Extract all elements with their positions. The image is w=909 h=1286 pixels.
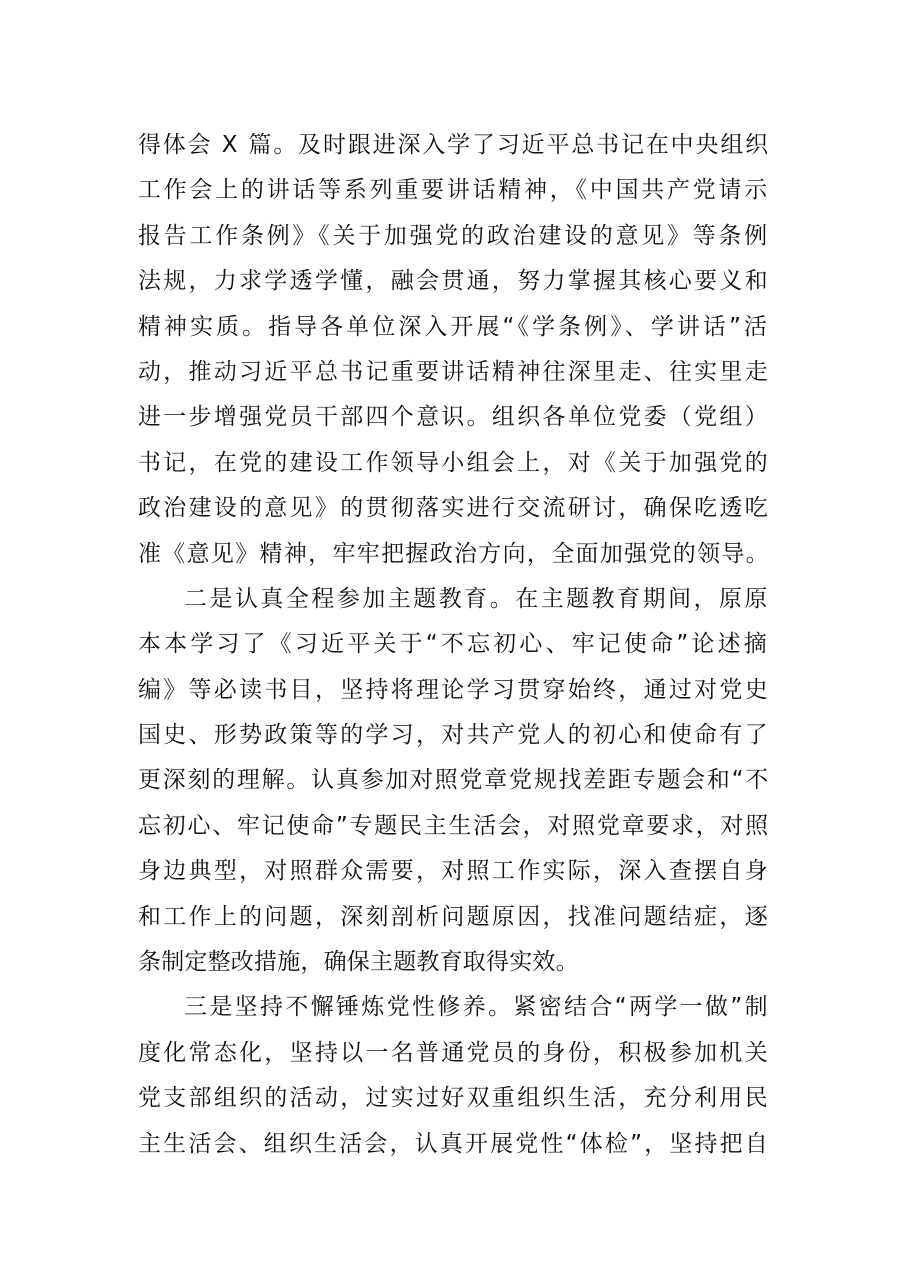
- text-line: 书记，在党的建设工作领导小组会上，对《关于加强党的: [138, 449, 770, 476]
- text-line: 得体会 X 篇。及时跟进深入学了习近平总书记在中央组织: [138, 132, 770, 158]
- body-text: [138, 123, 778, 1167]
- text-line: 主生活会、组织生活会，认真开展党性“体检”，坚持把自: [138, 1130, 770, 1157]
- text-line: 本本学习了《习近平关于“不忘初心、牢记使命”论述摘: [138, 631, 770, 658]
- text-line: 法规，力求学透学懂，融会贯通，努力掌握其核心要义和: [138, 268, 770, 295]
- text-line: 工作会上的讲话等系列重要讲话精神，《中国共产党请示: [138, 177, 770, 204]
- text-line: 动，推动习近平总书记重要讲话精神往深里走、往实里走: [138, 358, 770, 385]
- text-line: 准《意见》精神，牢牢把握政治方向，全面加强党的领导。: [138, 540, 770, 567]
- text-line: 度化常态化，坚持以一名普通党员的身份，积极参加机关: [138, 1039, 770, 1066]
- text-line: 二是认真全程参加主题教育。在主题教育期间，原原: [184, 585, 770, 612]
- text-line: 和工作上的问题，深刻剖析问题原因，找准问题结症，逐: [138, 903, 770, 930]
- text-line: 报告工作条例》《关于加强党的政治建设的意见》等条例: [138, 222, 770, 249]
- text-line: 更深刻的理解。认真参加对照党章党规找差距专题会和“不: [138, 767, 770, 794]
- text-line: 党支部组织的活动，过实过好双重组织生活，充分利用民: [138, 1085, 770, 1112]
- text-line: 忘初心、牢记使命”专题民主生活会，对照党章要求，对照: [138, 812, 770, 839]
- text-line: 进一步增强党员干部四个意识。组织各单位党委（党组）: [138, 404, 770, 431]
- text-line: 国史、形势政策等的学习，对共产党人的初心和使命有了: [138, 722, 770, 749]
- text-line: 三是坚持不懈锤炼党性修养。紧密结合“两学一做”制: [184, 994, 770, 1021]
- text-line: 政治建设的意见》的贯彻落实进行交流研讨，确保吃透吃: [138, 495, 770, 522]
- text-line: 身边典型，对照群众需要，对照工作实际，深入查摆自身: [138, 858, 770, 885]
- text-line: 精神实质。指导各单位深入开展“《学条例》、学讲话”活: [138, 313, 770, 340]
- text-line: 编》等必读书目，坚持将理论学习贯穿始终，通过对党史: [138, 676, 770, 703]
- text-line: 条制定整改措施，确保主题教育取得实效。: [138, 949, 579, 976]
